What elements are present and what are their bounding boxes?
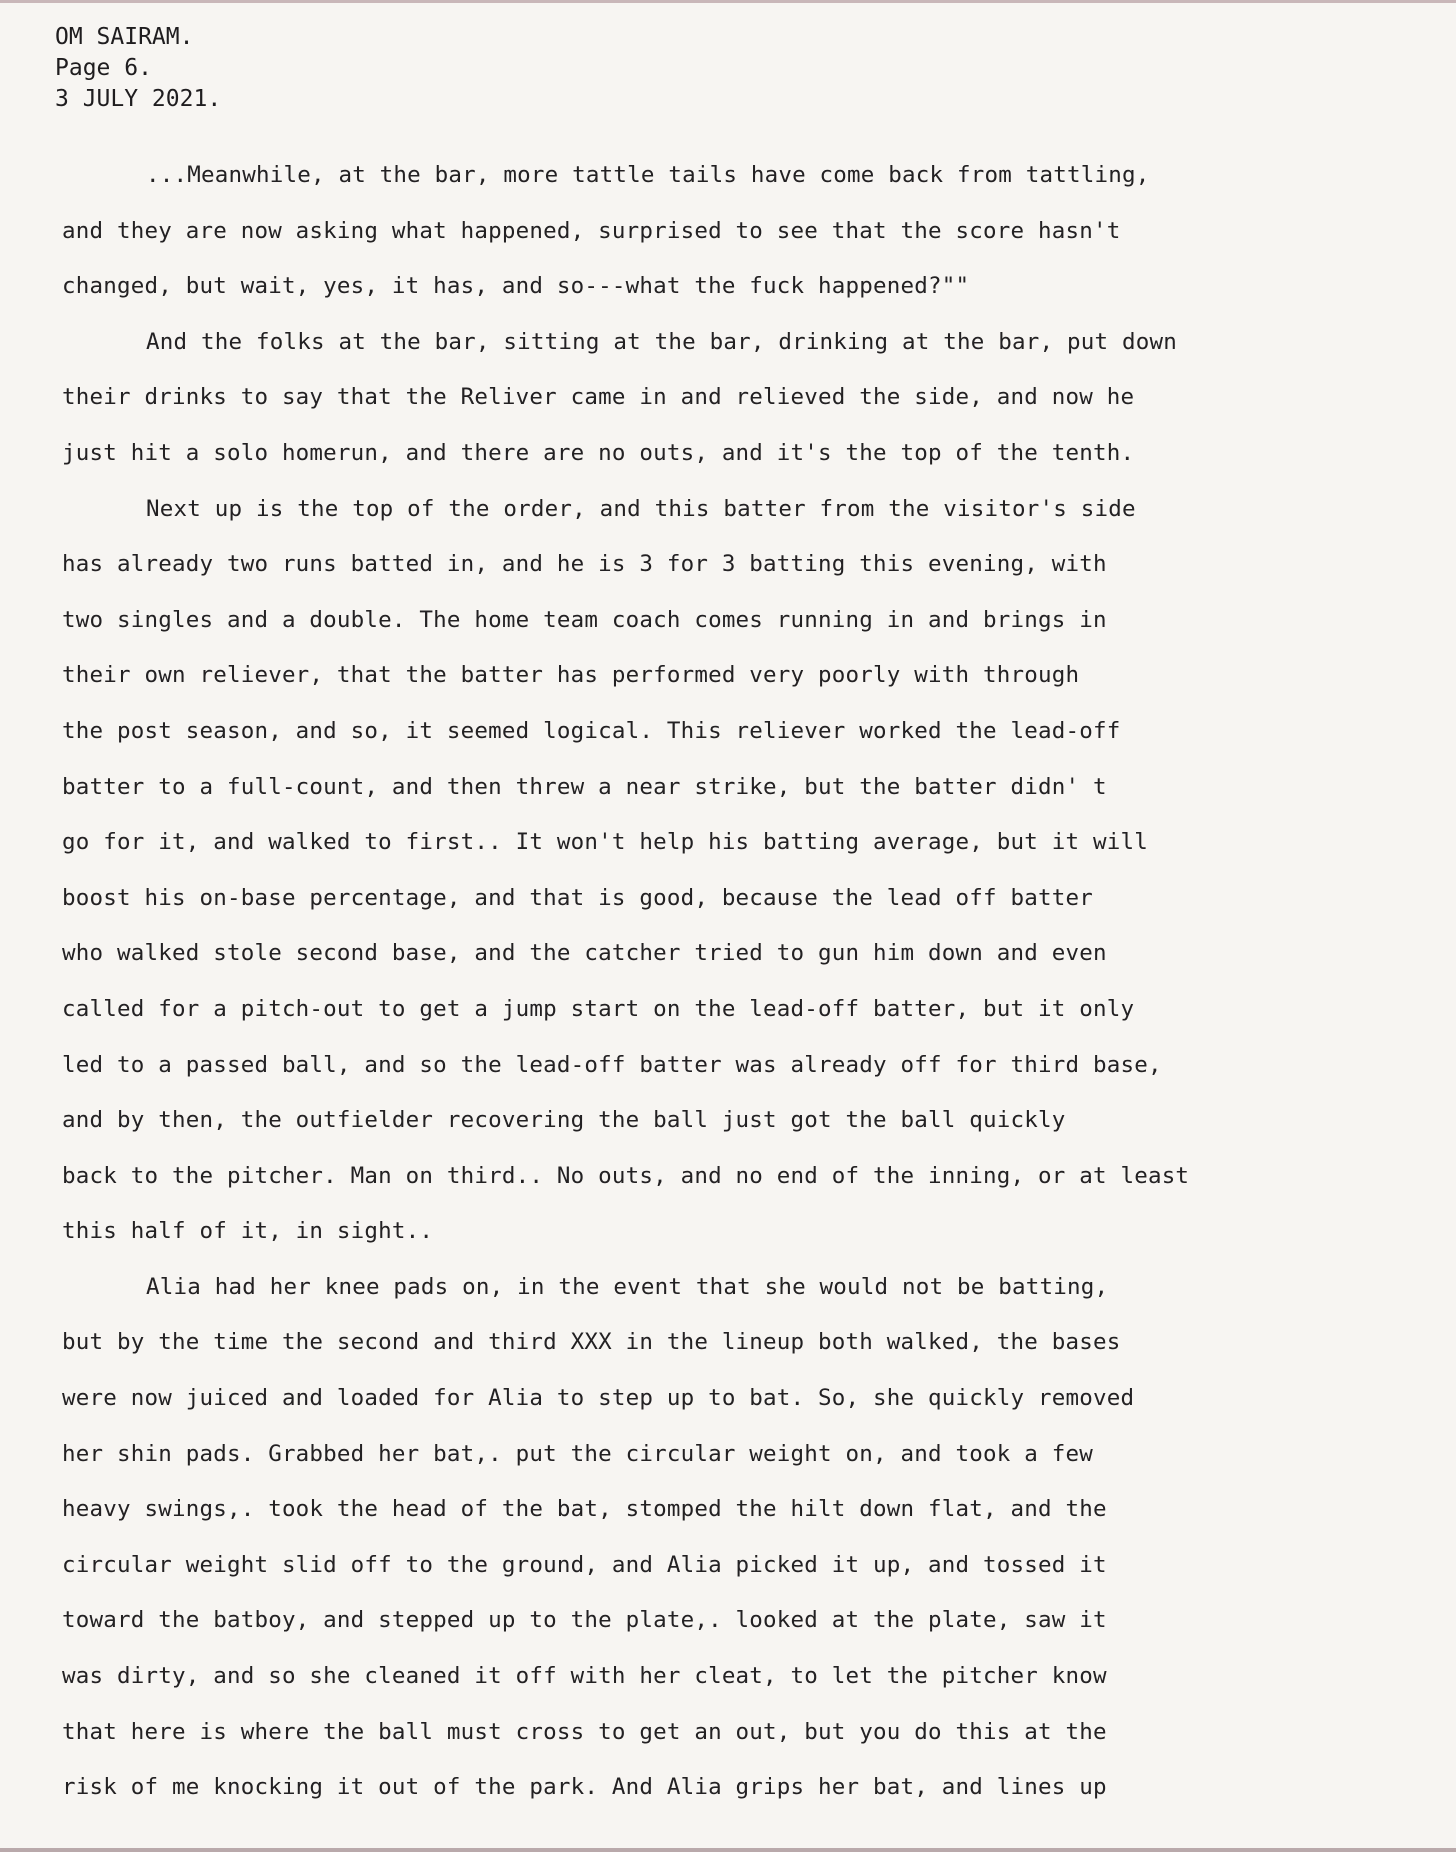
text-line: two singles and a double. The home team coach comes running in and brings in: [62, 606, 1107, 633]
text-line: Alia had her knee pads on, in the event that she would not be batting,: [146, 1273, 1109, 1300]
text-line: has already two runs batted in, and he is 3 for 3 batting this evening, with: [62, 551, 1107, 578]
top-edge: [0, 0, 1456, 3]
text-line: heavy swings,. took the head of the bat, stomped the hilt down flat, and the: [62, 1496, 1107, 1523]
text-line: led to a passed ball, and so the lead-off batter was already off for third base,: [62, 1051, 1162, 1078]
text-line: called for a pitch-out to get a jump start on the lead-off batter, but it only: [62, 995, 1135, 1022]
text-line: their drinks to say that the Reliver came in and relieved the side, and now he: [62, 384, 1135, 411]
text-line: and they are now asking what happened, surprised to see that the score hasn't: [62, 217, 1121, 244]
text-line: her shin pads. Grabbed her bat,. put the circular weight on, and took a few: [62, 1440, 1093, 1467]
text-line: the post season, and so, it seemed logical. This reliever worked the lead-off: [62, 717, 1121, 744]
text-line: but by the time the second and third XXX in the lineup both walked, the bases: [62, 1329, 1121, 1356]
text-line: back to the pitcher. Man on third.. No outs, and no end of the inning, or at least: [62, 1162, 1190, 1189]
text-line: was dirty, and so she cleaned it off with her cleat, to let the pitcher know: [62, 1663, 1107, 1690]
text-line: changed, but wait, yes, it has, and so---what the fuck happened?"": [62, 273, 970, 300]
text-line: batter to a full-count, and then threw a near strike, but the batter didn' t: [62, 773, 1107, 800]
text-line: And the folks at the bar, sitting at the bar, drinking at the bar, put down: [146, 328, 1177, 355]
header-date: 3 JULY 2021.: [55, 86, 222, 112]
body-text: [62, 148, 1452, 1816]
text-line: circular weight slid off to the ground, and Alia picked it up, and tossed it: [62, 1551, 1107, 1578]
text-line: were now juiced and loaded for Alia to step up to bat. So, she quickly removed: [62, 1385, 1135, 1412]
text-line: ...Meanwhile, at the bar, more tattle tails have come back from tattling,: [146, 162, 1150, 188]
text-line: this half of it, in sight..: [62, 1218, 434, 1245]
text-line: go for it, and walked to first.. It won't help his batting average, but it will: [62, 829, 1148, 856]
bottom-edge: [0, 1848, 1456, 1852]
text-line: toward the batboy, and stepped up to the plate,. looked at the plate, saw it: [62, 1607, 1107, 1634]
text-line: their own reliever, that the batter has performed very poorly with through: [62, 662, 1080, 689]
header-page-number: Page 6.: [55, 55, 152, 81]
page-header: [55, 22, 221, 115]
text-line: boost his on-base percentage, and that is good, because the lead off batter: [62, 884, 1093, 911]
text-line: who walked stole second base, and the catcher tried to gun him down and even: [62, 940, 1107, 967]
header-om-sairam: OM SAIRAM.: [55, 24, 194, 50]
text-line: that here is where the ball must cross to get an out, but you do this at the: [62, 1718, 1107, 1745]
text-line: just hit a solo homerun, and there are no outs, and it's the top of the tenth.: [62, 439, 1135, 466]
text-line: risk of me knocking it out of the park. And Alia grips her bat, and lines up: [62, 1774, 1107, 1801]
text-line: Next up is the top of the order, and this batter from the visitor's side: [146, 495, 1136, 522]
text-line: and by then, the outfielder recovering the ball just got the ball quickly: [62, 1107, 1066, 1134]
